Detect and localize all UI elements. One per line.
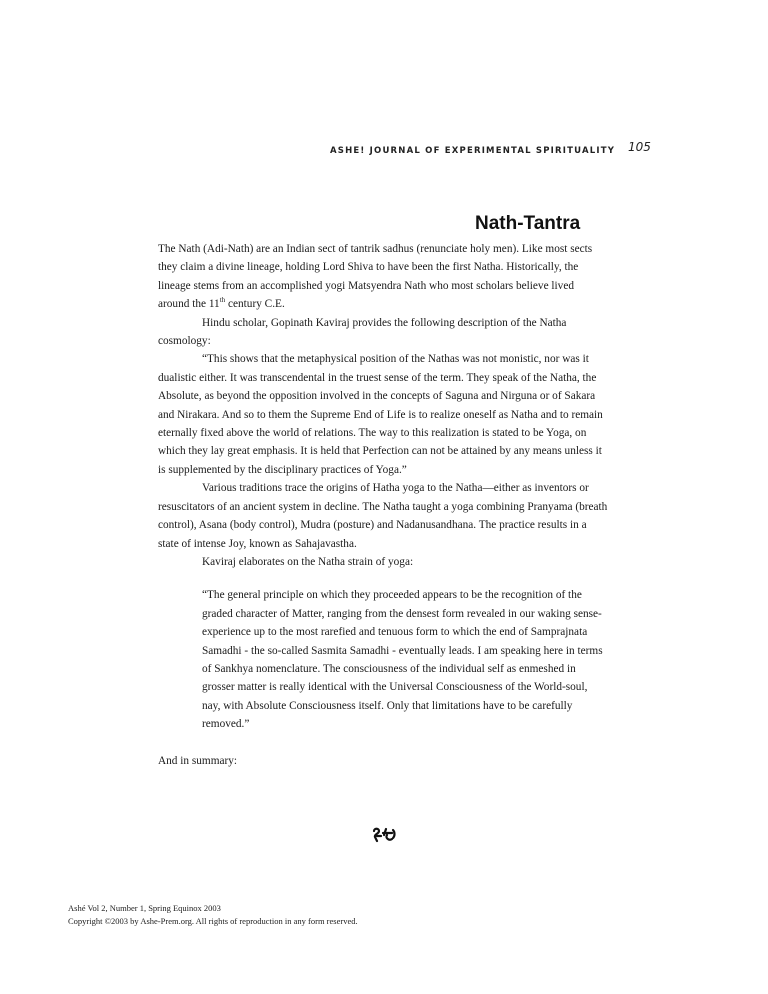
- closing-line: And in summary:: [158, 754, 238, 767]
- article-title: Nath-Tantra: [475, 213, 581, 234]
- article-body: [158, 240, 608, 770]
- intro-paragraph: [158, 240, 608, 314]
- block-quote: “The general principle on which they proceeded appears to be the recognition of the graded character of Matter, ranging from the densest form revealed in our waking sense-experience up to the most rarefied and tenuous form to which the end of Samprajnata Samadhi - the so-called Sasmita Samadhi - eventually leads. I am speaking here in terms of Sankhya nomenclature. The consciousness of the individual self as enmeshed in grosser matter is really identical with the Universal Consciousness of the World-soul, nay, with Absolute Consciousness itself. Only that limitations have to be carefully removed.”: [202, 589, 603, 731]
- intro-text: The Nath (Adi-Nath) are an Indian sect of tantrik sadhus (renunciate holy men). Like most sects they claim a divine lineage, holding Lord Shiva to have been the first Natha. Historically, the lineage stems from an accomplished yogi Matsyendra Nath who most scholars believe lived around the 11: [158, 243, 593, 311]
- ornamental-glyph-icon: [372, 827, 398, 848]
- copyright-notice: Copyright ©2003 by Ashe-Prem.org. All rights of reproduction in any form reserved.: [68, 916, 358, 926]
- kaviraj-intro-paragraph: Hindu scholar, Gopinath Kaviraj provides the following description of the Natha cosmology:: [158, 316, 567, 348]
- hatha-yoga-paragraph: Various traditions trace the origins of Hatha yoga to the Natha—either as inventors or resuscitators of an ancient system in decline. The Natha taught a yoga combining Pranyama (breath control), Asana (body control), Mudra (posture) and Nadanusandhana. The practice results in a state of intense Joy, known as Sahajavastha.: [158, 482, 608, 550]
- cosmology-quote-paragraph: “This shows that the metaphysical position of the Nathas was not monistic, nor was it dualistic either. It was transcendental in the truest sense of the term. They speak of the Natha, the Absolute, as beyond the opposition involved in the concepts of Saguna and Nirguna or of Sakara and Nirakara. And so to them the Supreme End of Life is to realize oneself as Natha and to remain eternally fixed above the world of relations. The way to this realization is stated to be Yoga, on which they lay great emphasis. It is held that Perfection can not be attained by any means unless it is supplemented by the disciplinary practices of Yoga.”: [158, 353, 603, 476]
- running-head: ASHE! JOURNAL OF EXPERIMENTAL SPIRITUALITY: [330, 146, 616, 156]
- ordinal-suffix: th: [219, 296, 226, 305]
- intro-text-end: century C.E.: [225, 298, 285, 311]
- elaboration-intro-paragraph: Kaviraj elaborates on the Natha strain of yoga:: [202, 555, 414, 568]
- page-footer: [68, 902, 358, 928]
- page-number: 105: [628, 140, 651, 154]
- issue-info: Ashé Vol 2, Number 1, Spring Equinox 2003: [68, 903, 221, 913]
